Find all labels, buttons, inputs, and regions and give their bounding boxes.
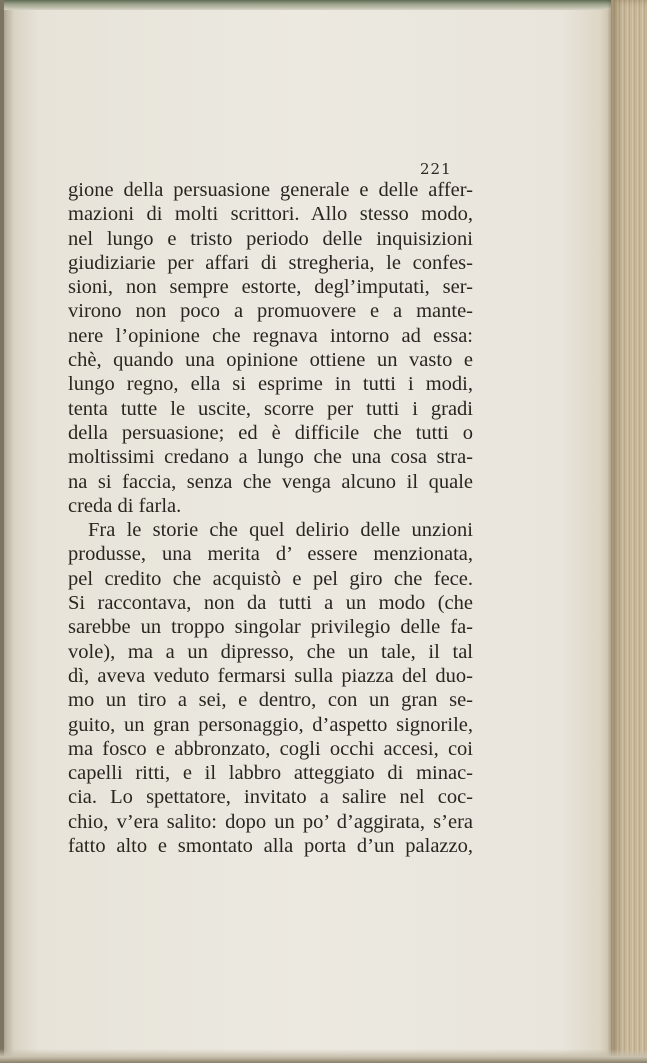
text-line: nel lungo e tristo periodo delle inquisizioni (68, 227, 473, 250)
text-line: giudiziarie per affari di stregheria, le confes- (68, 251, 473, 274)
paragraph-1 (68, 178, 473, 518)
text-line: mazioni di molti scrittori. Allo stesso modo, (68, 203, 473, 226)
text-line: guito, un gran personaggio, d’aspetto signorile, (68, 713, 473, 736)
text-line: capelli ritti, e il labbro atteggiato di minac- (68, 762, 473, 785)
text-line: cia. Lo spettatore, invitato a salire nel coc- (68, 786, 473, 809)
text-line: mo un tiro a sei, e dentro, con un gran se- (68, 689, 473, 712)
text-line: della persuasione; ed è difficile che tutti o (68, 421, 473, 444)
text-line: vole), ma a un dipresso, che un tale, il tal (68, 640, 473, 663)
text-line: Si raccontava, non da tutti a un modo (che (68, 592, 473, 615)
text-line: nere l’opinione che regnava intorno ad essa: (68, 324, 473, 347)
text-line: moltissimi credano a lungo che una cosa stra- (68, 446, 473, 469)
page-gutter (0, 0, 4, 1063)
text-line: na si faccia, senza che venga alcuno il quale (68, 470, 473, 493)
text-line: fatto alto e smontato alla porta d’un palazzo, (68, 835, 473, 858)
text-line: dì, aveva veduto fermarsi sulla piazza del duo- (68, 664, 473, 687)
text-line: pel credito che acquistò e pel giro che fece. (68, 567, 473, 590)
text-line: virono non poco a promuovere e a mante- (68, 300, 473, 323)
text-line: lungo regno, ella si esprime in tutti i modi, (68, 373, 473, 396)
text-line: sarebbe un troppo singolar privilegio delle fa- (68, 616, 473, 639)
text-line: chio, v’era salito: dopo un po’ d’aggirata, s’era (68, 810, 473, 833)
page-top-edge (0, 0, 647, 10)
text-line: creda di farla. (68, 494, 182, 517)
text-line: sioni, non sempre estorte, degl’imputati, ser- (68, 276, 473, 299)
text-line: tenta tutte le uscite, scorre per tutti i gradi (68, 397, 473, 420)
text-line: gione della persuasione generale e delle affer- (68, 179, 473, 201)
page-number: 221 (420, 160, 452, 178)
paragraph-2 (68, 518, 473, 858)
text-line: ma fosco e abbronzato, cogli occhi accesi, coi (68, 737, 473, 760)
text-line: chè, quando una opinione ottiene un vasto e (68, 349, 473, 372)
page-bottom-edge (0, 1049, 647, 1063)
body-text (68, 178, 473, 858)
page-fore-edge (611, 0, 647, 1063)
text-line: produsse, una merita d’ essere menzionata, (68, 543, 473, 566)
text-line: Fra le storie che quel delirio delle unzioni (88, 519, 473, 542)
